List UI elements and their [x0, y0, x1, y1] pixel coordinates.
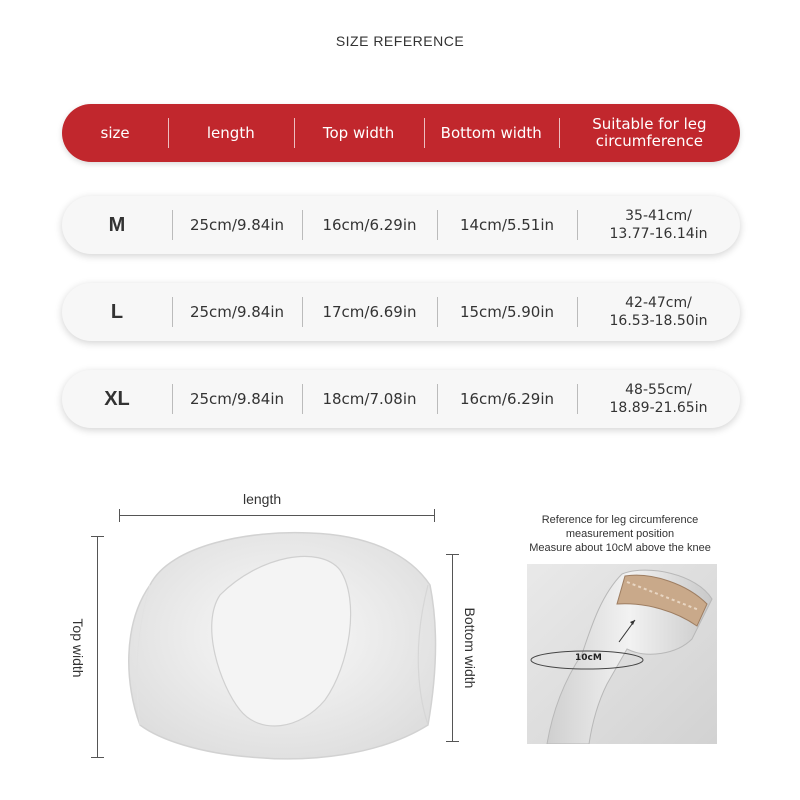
bottom-width-tick-bottom	[446, 741, 459, 742]
circ-line1: 48-55cm/	[625, 382, 692, 398]
table-row	[62, 370, 740, 428]
length-cell: 25cm/9.84in	[172, 370, 302, 428]
length-label: length	[243, 491, 282, 507]
bottom-width-cell: 16cm/6.29in	[437, 370, 577, 428]
reference-text	[500, 513, 740, 555]
circ-line1: 42-47cm/	[625, 295, 692, 311]
circ-line1: 35-41cm/	[625, 208, 692, 224]
bottom-width-cell: 14cm/5.51in	[437, 196, 577, 254]
top-width-tick-bottom	[91, 757, 104, 758]
length-tick-left	[119, 509, 120, 522]
size-cell: M	[108, 213, 126, 236]
ten-cm-label: 10cM	[575, 653, 602, 663]
table-header	[62, 104, 740, 162]
top-width-dimension-line	[97, 536, 98, 758]
leg-illustration	[527, 564, 717, 744]
knee-pad-image	[110, 525, 445, 765]
table-row	[62, 283, 740, 341]
top-width-cell: 18cm/7.08in	[302, 370, 437, 428]
circ-line2: 18.89-21.65in	[609, 400, 708, 416]
top-width-cell: 17cm/6.69in	[302, 283, 437, 341]
length-cell: 25cm/9.84in	[172, 283, 302, 341]
size-cell: XL	[104, 387, 130, 410]
header-circumference: Suitable for leg circumference	[559, 104, 740, 162]
leg-reference-photo	[527, 564, 717, 744]
header-length: length	[168, 104, 293, 162]
header-top-width: Top width	[294, 104, 424, 162]
circumference-cell	[577, 370, 740, 428]
reference-line2: measurement position	[565, 528, 675, 540]
length-dimension-line	[119, 515, 435, 516]
circ-line2: 16.53-18.50in	[609, 313, 708, 329]
bottom-width-cell: 15cm/5.90in	[437, 283, 577, 341]
top-width-label: Top width	[70, 618, 86, 678]
bottom-width-dimension-line	[452, 554, 453, 742]
bottom-width-label: Bottom width	[462, 607, 478, 689]
length-tick-right	[434, 509, 435, 522]
header-bottom-width: Bottom width	[424, 104, 559, 162]
circ-line2: 13.77-16.14in	[609, 226, 708, 242]
page-title: SIZE REFERENCE	[335, 33, 465, 49]
top-width-cell: 16cm/6.29in	[302, 196, 437, 254]
circumference-cell	[577, 196, 740, 254]
top-width-tick-top	[91, 536, 104, 537]
reference-line3: Measure about 10cM above the knee	[529, 542, 711, 554]
length-cell: 25cm/9.84in	[172, 196, 302, 254]
bottom-width-tick-top	[446, 554, 459, 555]
reference-line1: Reference for leg circumference	[541, 514, 699, 526]
circumference-cell	[577, 283, 740, 341]
header-size: size	[100, 123, 130, 142]
size-cell: L	[110, 300, 124, 323]
table-row	[62, 196, 740, 254]
